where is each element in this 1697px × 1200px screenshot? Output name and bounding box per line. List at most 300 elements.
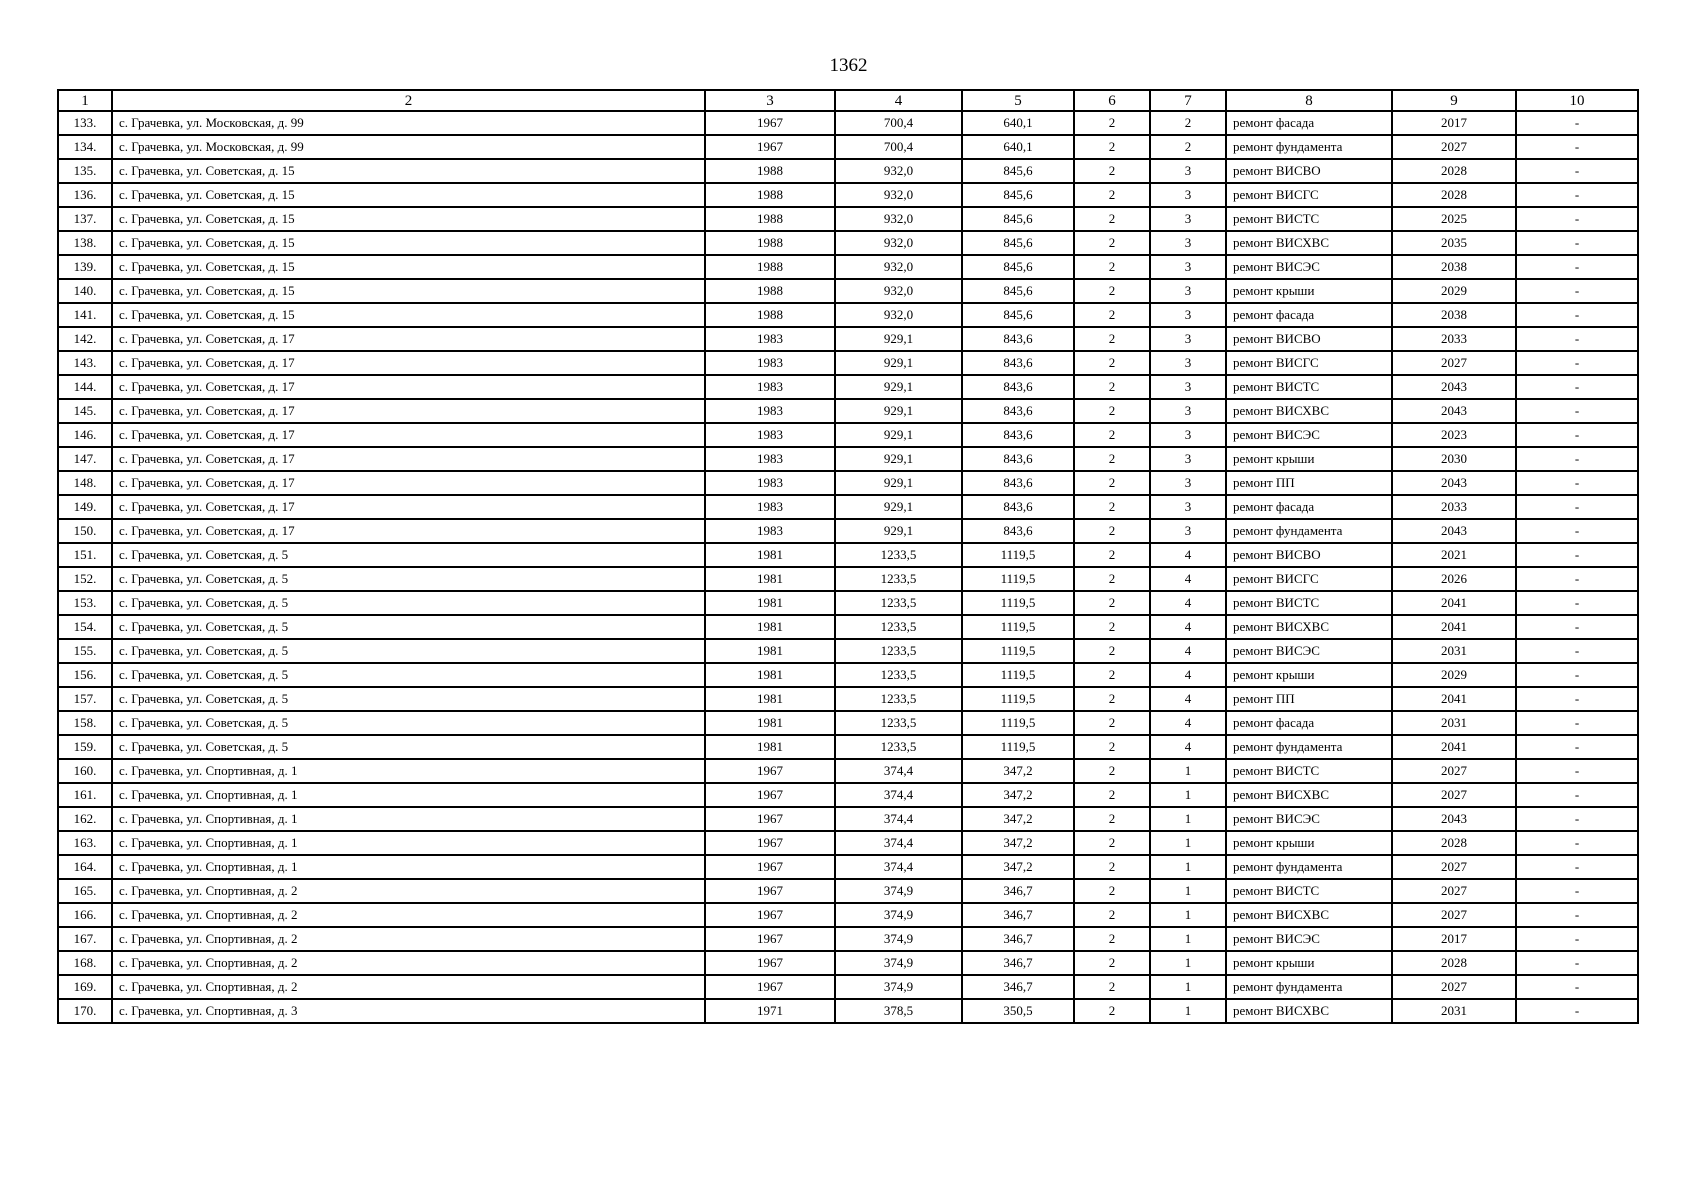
address-cell: с. Грачевка, ул. Спортивная, д. 2 [112,975,705,999]
planned-year-cell: 2041 [1392,687,1516,711]
entrances-cell: 1 [1150,879,1226,903]
address-cell: с. Грачевка, ул. Советская, д. 5 [112,615,705,639]
planned-year-cell: 2026 [1392,567,1516,591]
year-built-cell: 1983 [705,423,835,447]
floors-cell: 2 [1074,495,1150,519]
address-cell: с. Грачевка, ул. Спортивная, д. 2 [112,951,705,975]
year-built-cell: 1988 [705,255,835,279]
column-header-2: 2 [112,90,705,111]
repair-type-cell: ремонт ВИСВО [1226,543,1392,567]
table-row [58,135,1638,159]
floors-cell: 2 [1074,327,1150,351]
living-area-cell: 1119,5 [962,687,1074,711]
floors-cell: 2 [1074,159,1150,183]
year-built-cell: 1983 [705,327,835,351]
entrances-cell: 3 [1150,255,1226,279]
notes-cell: - [1516,303,1638,327]
address-cell: с. Грачевка, ул. Московская, д. 99 [112,111,705,135]
year-built-cell: 1981 [705,591,835,615]
planned-year-cell: 2027 [1392,351,1516,375]
notes-cell: - [1516,759,1638,783]
address-cell: с. Грачевка, ул. Спортивная, д. 2 [112,927,705,951]
row-number-cell: 161. [58,783,112,807]
floors-cell: 2 [1074,399,1150,423]
planned-year-cell: 2041 [1392,735,1516,759]
address-cell: с. Грачевка, ул. Советская, д. 5 [112,543,705,567]
entrances-cell: 4 [1150,591,1226,615]
living-area-cell: 845,6 [962,183,1074,207]
notes-cell: - [1516,111,1638,135]
floors-cell: 2 [1074,543,1150,567]
table-row [58,927,1638,951]
year-built-cell: 1988 [705,303,835,327]
row-number-cell: 153. [58,591,112,615]
repair-type-cell: ремонт ВИСХВС [1226,783,1392,807]
floors-cell: 2 [1074,999,1150,1023]
living-area-cell: 1119,5 [962,567,1074,591]
notes-cell: - [1516,351,1638,375]
total-area-cell: 374,9 [835,951,962,975]
page-number: 1362 [829,55,868,76]
address-cell: с. Грачевка, ул. Советская, д. 17 [112,399,705,423]
notes-cell: - [1516,663,1638,687]
address-cell: с. Грачевка, ул. Советская, д. 5 [112,567,705,591]
notes-cell: - [1516,135,1638,159]
total-area-cell: 374,4 [835,807,962,831]
table-row [58,447,1638,471]
living-area-cell: 346,7 [962,951,1074,975]
floors-cell: 2 [1074,183,1150,207]
living-area-cell: 843,6 [962,399,1074,423]
floors-cell: 2 [1074,303,1150,327]
row-number-cell: 137. [58,207,112,231]
entrances-cell: 4 [1150,543,1226,567]
floors-cell: 2 [1074,207,1150,231]
entrances-cell: 3 [1150,519,1226,543]
entrances-cell: 3 [1150,279,1226,303]
notes-cell: - [1516,423,1638,447]
table-body [58,111,1638,1023]
floors-cell: 2 [1074,375,1150,399]
year-built-cell: 1988 [705,159,835,183]
address-cell: с. Грачевка, ул. Советская, д. 17 [112,375,705,399]
repair-type-cell: ремонт ВИСХВС [1226,231,1392,255]
planned-year-cell: 2038 [1392,255,1516,279]
notes-cell: - [1516,567,1638,591]
floors-cell: 2 [1074,615,1150,639]
planned-year-cell: 2021 [1392,543,1516,567]
total-area-cell: 1233,5 [835,711,962,735]
table-row [58,471,1638,495]
repair-type-cell: ремонт ВИСТС [1226,375,1392,399]
repair-type-cell: ремонт фасада [1226,711,1392,735]
total-area-cell: 932,0 [835,279,962,303]
address-cell: с. Грачевка, ул. Советская, д. 17 [112,327,705,351]
repair-type-cell: ремонт фундамента [1226,519,1392,543]
table-row [58,879,1638,903]
total-area-cell: 374,9 [835,927,962,951]
year-built-cell: 1981 [705,567,835,591]
living-area-cell: 845,6 [962,279,1074,303]
notes-cell: - [1516,183,1638,207]
planned-year-cell: 2023 [1392,423,1516,447]
table-row [58,255,1638,279]
year-built-cell: 1988 [705,279,835,303]
total-area-cell: 1233,5 [835,735,962,759]
notes-cell: - [1516,687,1638,711]
floors-cell: 2 [1074,879,1150,903]
entrances-cell: 1 [1150,855,1226,879]
total-area-cell: 1233,5 [835,543,962,567]
floors-cell: 2 [1074,831,1150,855]
floors-cell: 2 [1074,447,1150,471]
address-cell: с. Грачевка, ул. Советская, д. 5 [112,687,705,711]
row-number-cell: 149. [58,495,112,519]
total-area-cell: 929,1 [835,495,962,519]
repair-type-cell: ремонт ПП [1226,471,1392,495]
table-row [58,399,1638,423]
year-built-cell: 1983 [705,519,835,543]
total-area-cell: 932,0 [835,183,962,207]
row-number-cell: 159. [58,735,112,759]
row-number-cell: 150. [58,519,112,543]
living-area-cell: 845,6 [962,231,1074,255]
entrances-cell: 3 [1150,495,1226,519]
table-row [58,111,1638,135]
entrances-cell: 4 [1150,711,1226,735]
planned-year-cell: 2038 [1392,303,1516,327]
year-built-cell: 1967 [705,783,835,807]
total-area-cell: 700,4 [835,111,962,135]
entrances-cell: 3 [1150,207,1226,231]
notes-cell: - [1516,495,1638,519]
year-built-cell: 1967 [705,807,835,831]
living-area-cell: 347,2 [962,831,1074,855]
notes-cell: - [1516,447,1638,471]
row-number-cell: 167. [58,927,112,951]
planned-year-cell: 2027 [1392,975,1516,999]
address-cell: с. Грачевка, ул. Спортивная, д. 1 [112,759,705,783]
total-area-cell: 374,4 [835,831,962,855]
table-row [58,951,1638,975]
year-built-cell: 1988 [705,207,835,231]
total-area-cell: 932,0 [835,303,962,327]
planned-year-cell: 2043 [1392,807,1516,831]
year-built-cell: 1983 [705,351,835,375]
notes-cell: - [1516,255,1638,279]
address-cell: с. Грачевка, ул. Советская, д. 17 [112,495,705,519]
year-built-cell: 1988 [705,231,835,255]
year-built-cell: 1967 [705,135,835,159]
living-area-cell: 347,2 [962,855,1074,879]
living-area-cell: 843,6 [962,327,1074,351]
total-area-cell: 929,1 [835,423,962,447]
repair-type-cell: ремонт ВИСХВС [1226,615,1392,639]
repair-type-cell: ремонт ВИСГС [1226,567,1392,591]
total-area-cell: 929,1 [835,375,962,399]
table-row [58,999,1638,1023]
total-area-cell: 374,9 [835,903,962,927]
floors-cell: 2 [1074,471,1150,495]
column-header-9: 9 [1392,90,1516,111]
repair-type-cell: ремонт крыши [1226,831,1392,855]
row-number-cell: 158. [58,711,112,735]
entrances-cell: 2 [1150,111,1226,135]
total-area-cell: 929,1 [835,327,962,351]
floors-cell: 2 [1074,567,1150,591]
table-row [58,519,1638,543]
year-built-cell: 1967 [705,111,835,135]
total-area-cell: 1233,5 [835,567,962,591]
total-area-cell: 374,4 [835,855,962,879]
total-area-cell: 700,4 [835,135,962,159]
notes-cell: - [1516,399,1638,423]
row-number-cell: 165. [58,879,112,903]
total-area-cell: 932,0 [835,159,962,183]
table-row [58,759,1638,783]
address-cell: с. Грачевка, ул. Советская, д. 17 [112,423,705,447]
address-cell: с. Грачевка, ул. Советская, д. 17 [112,519,705,543]
row-number-cell: 166. [58,903,112,927]
total-area-cell: 374,9 [835,975,962,999]
repair-type-cell: ремонт ВИСЭС [1226,927,1392,951]
year-built-cell: 1983 [705,495,835,519]
living-area-cell: 843,6 [962,471,1074,495]
table-row [58,207,1638,231]
row-number-cell: 169. [58,975,112,999]
row-number-cell: 139. [58,255,112,279]
year-built-cell: 1967 [705,759,835,783]
entrances-cell: 1 [1150,975,1226,999]
entrances-cell: 3 [1150,351,1226,375]
total-area-cell: 1233,5 [835,639,962,663]
repair-type-cell: ремонт ВИСЭС [1226,423,1392,447]
table-row [58,975,1638,999]
address-cell: с. Грачевка, ул. Советская, д. 15 [112,159,705,183]
repair-type-cell: ремонт ВИСВО [1226,159,1392,183]
living-area-cell: 640,1 [962,135,1074,159]
table-row [58,903,1638,927]
entrances-cell: 1 [1150,951,1226,975]
entrances-cell: 3 [1150,447,1226,471]
entrances-cell: 3 [1150,159,1226,183]
year-built-cell: 1967 [705,927,835,951]
repair-type-cell: ремонт фундамента [1226,855,1392,879]
row-number-cell: 145. [58,399,112,423]
living-area-cell: 346,7 [962,927,1074,951]
living-area-cell: 845,6 [962,207,1074,231]
row-number-cell: 144. [58,375,112,399]
year-built-cell: 1988 [705,183,835,207]
table-row [58,855,1638,879]
entrances-cell: 3 [1150,471,1226,495]
table-row [58,711,1638,735]
entrances-cell: 4 [1150,687,1226,711]
notes-cell: - [1516,375,1638,399]
row-number-cell: 156. [58,663,112,687]
column-header-10: 10 [1516,90,1638,111]
planned-year-cell: 2028 [1392,159,1516,183]
address-cell: с. Грачевка, ул. Спортивная, д. 1 [112,783,705,807]
address-cell: с. Грачевка, ул. Советская, д. 5 [112,591,705,615]
living-area-cell: 1119,5 [962,591,1074,615]
living-area-cell: 1119,5 [962,663,1074,687]
year-built-cell: 1981 [705,687,835,711]
floors-cell: 2 [1074,255,1150,279]
living-area-cell: 346,7 [962,879,1074,903]
year-built-cell: 1967 [705,831,835,855]
address-cell: с. Грачевка, ул. Советская, д. 15 [112,207,705,231]
column-header-4: 4 [835,90,962,111]
planned-year-cell: 2029 [1392,663,1516,687]
entrances-cell: 3 [1150,375,1226,399]
table-row [58,807,1638,831]
row-number-cell: 170. [58,999,112,1023]
row-number-cell: 146. [58,423,112,447]
living-area-cell: 1119,5 [962,711,1074,735]
notes-cell: - [1516,927,1638,951]
notes-cell: - [1516,519,1638,543]
address-cell: с. Грачевка, ул. Спортивная, д. 2 [112,879,705,903]
row-number-cell: 133. [58,111,112,135]
table-row [58,639,1638,663]
address-cell: с. Грачевка, ул. Спортивная, д. 1 [112,855,705,879]
address-cell: с. Грачевка, ул. Советская, д. 15 [112,255,705,279]
planned-year-cell: 2025 [1392,207,1516,231]
notes-cell: - [1516,999,1638,1023]
living-area-cell: 350,5 [962,999,1074,1023]
living-area-cell: 1119,5 [962,735,1074,759]
planned-year-cell: 2030 [1392,447,1516,471]
row-number-cell: 162. [58,807,112,831]
floors-cell: 2 [1074,591,1150,615]
floors-cell: 2 [1074,423,1150,447]
repair-type-cell: ремонт крыши [1226,663,1392,687]
repair-type-cell: ремонт ВИСХВС [1226,999,1392,1023]
planned-year-cell: 2027 [1392,759,1516,783]
total-area-cell: 374,9 [835,879,962,903]
living-area-cell: 1119,5 [962,543,1074,567]
address-cell: с. Грачевка, ул. Советская, д. 15 [112,303,705,327]
total-area-cell: 929,1 [835,519,962,543]
address-cell: с. Грачевка, ул. Советская, д. 15 [112,279,705,303]
total-area-cell: 929,1 [835,351,962,375]
column-header-5: 5 [962,90,1074,111]
entrances-cell: 3 [1150,399,1226,423]
entrances-cell: 1 [1150,807,1226,831]
repair-type-cell: ремонт ВИСТС [1226,591,1392,615]
living-area-cell: 1119,5 [962,615,1074,639]
planned-year-cell: 2035 [1392,231,1516,255]
column-header-7: 7 [1150,90,1226,111]
address-cell: с. Грачевка, ул. Спортивная, д. 2 [112,903,705,927]
planned-year-cell: 2031 [1392,711,1516,735]
year-built-cell: 1967 [705,879,835,903]
row-number-cell: 143. [58,351,112,375]
floors-cell: 2 [1074,927,1150,951]
floors-cell: 2 [1074,663,1150,687]
entrances-cell: 3 [1150,327,1226,351]
notes-cell: - [1516,207,1638,231]
notes-cell: - [1516,471,1638,495]
table-row [58,183,1638,207]
table-row [58,567,1638,591]
floors-cell: 2 [1074,231,1150,255]
entrances-cell: 3 [1150,303,1226,327]
column-header-1: 1 [58,90,112,111]
address-cell: с. Грачевка, ул. Советская, д. 15 [112,231,705,255]
total-area-cell: 932,0 [835,255,962,279]
table-row [58,687,1638,711]
row-number-cell: 138. [58,231,112,255]
notes-cell: - [1516,735,1638,759]
row-number-cell: 140. [58,279,112,303]
repair-type-cell: ремонт ВИСТС [1226,879,1392,903]
living-area-cell: 843,6 [962,519,1074,543]
address-cell: с. Грачевка, ул. Советская, д. 17 [112,447,705,471]
planned-year-cell: 2033 [1392,327,1516,351]
entrances-cell: 4 [1150,639,1226,663]
notes-cell: - [1516,279,1638,303]
table-row [58,351,1638,375]
notes-cell: - [1516,543,1638,567]
notes-cell: - [1516,591,1638,615]
entrances-cell: 4 [1150,615,1226,639]
table-row [58,783,1638,807]
notes-cell: - [1516,975,1638,999]
year-built-cell: 1981 [705,543,835,567]
floors-cell: 2 [1074,951,1150,975]
table-row [58,375,1638,399]
floors-cell: 2 [1074,687,1150,711]
address-cell: с. Грачевка, ул. Советская, д. 5 [112,639,705,663]
column-header-6: 6 [1074,90,1150,111]
living-area-cell: 346,7 [962,975,1074,999]
repair-type-cell: ремонт ВИСЭС [1226,639,1392,663]
entrances-cell: 2 [1150,135,1226,159]
floors-cell: 2 [1074,111,1150,135]
planned-year-cell: 2028 [1392,831,1516,855]
row-number-cell: 152. [58,567,112,591]
row-number-cell: 160. [58,759,112,783]
address-cell: с. Грачевка, ул. Советская, д. 15 [112,183,705,207]
year-built-cell: 1967 [705,855,835,879]
living-area-cell: 845,6 [962,255,1074,279]
notes-cell: - [1516,855,1638,879]
total-area-cell: 1233,5 [835,663,962,687]
planned-year-cell: 2028 [1392,183,1516,207]
living-area-cell: 843,6 [962,447,1074,471]
table-row [58,591,1638,615]
entrances-cell: 1 [1150,831,1226,855]
floors-cell: 2 [1074,639,1150,663]
entrances-cell: 1 [1150,783,1226,807]
floors-cell: 2 [1074,351,1150,375]
living-area-cell: 845,6 [962,303,1074,327]
planned-year-cell: 2028 [1392,951,1516,975]
row-number-cell: 168. [58,951,112,975]
total-area-cell: 1233,5 [835,615,962,639]
notes-cell: - [1516,807,1638,831]
notes-cell: - [1516,831,1638,855]
living-area-cell: 843,6 [962,375,1074,399]
row-number-cell: 134. [58,135,112,159]
address-cell: с. Грачевка, ул. Спортивная, д. 1 [112,807,705,831]
row-number-cell: 154. [58,615,112,639]
living-area-cell: 347,2 [962,759,1074,783]
total-area-cell: 378,5 [835,999,962,1023]
planned-year-cell: 2041 [1392,591,1516,615]
